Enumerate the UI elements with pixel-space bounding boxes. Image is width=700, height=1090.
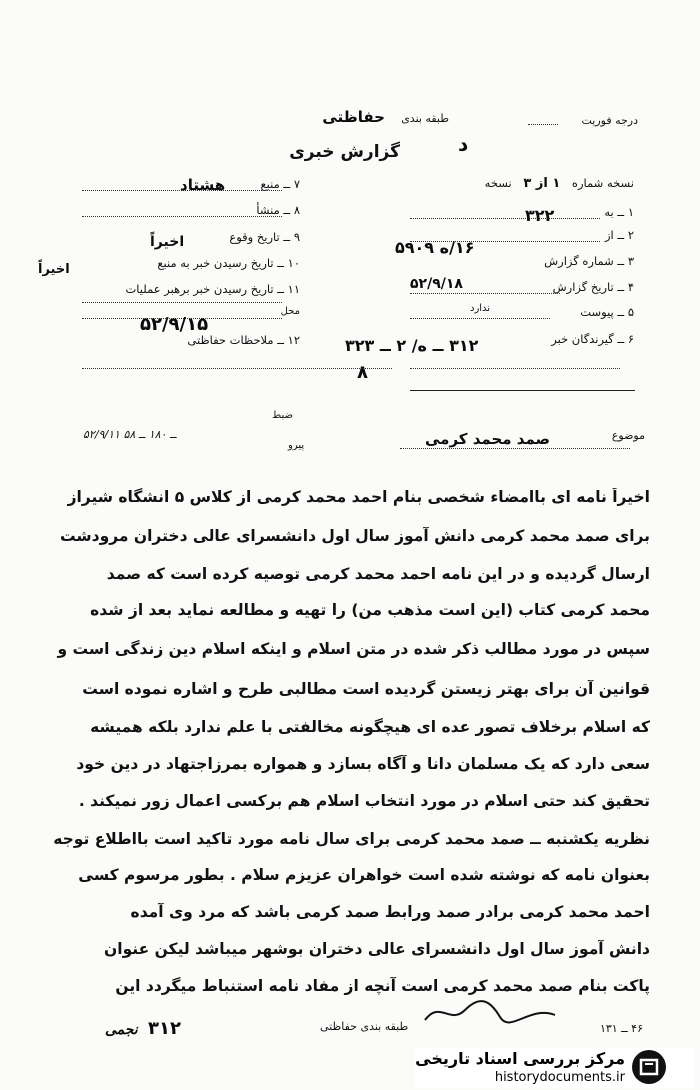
signature-scribble xyxy=(420,995,560,1030)
left-field-arrival-date: ۱۰ ــ تاریخ رسیدن خبر به منبع xyxy=(157,256,300,270)
recipients-value: ۳۱۲ ــ ه/ ۲ ــ ۳۲۳ xyxy=(345,336,479,355)
arrival-date-value: اخیراً xyxy=(38,262,70,277)
footer-page-code: ۴۶ ــ ۱۳۱ xyxy=(599,1022,643,1035)
report-number-value: ۱۶/ه ۵۹۰۹ xyxy=(395,238,475,257)
left-field-origin: ۸ ــ منشأ xyxy=(256,203,300,217)
body-line: اخیراً نامه ای باامضاء شخصی بنام احمد محمد کرمی از کلاس ۵ انشگاه شیراز xyxy=(67,488,650,506)
body-line: نظریه یکشنبه ــ صمد محمد کرمی برای سال نامه مورد تاکید است بااطلاع توجه xyxy=(53,830,650,848)
right-field-to: ۱ ــ به xyxy=(604,205,634,219)
body-line: سعی دارد که یک مسلمان دانا و آگاه بسازد و همواره بمرزاجتهاد در دین خود xyxy=(76,755,650,773)
body-line: برای صمد محمد کرمی دانش آموز سال اول دانشسرای عالی دختران مرودشت xyxy=(60,527,650,545)
subject-label: موضوع xyxy=(611,429,645,442)
right-field-copy: نسخه شماره ۱ از ۳ نسخه xyxy=(484,176,634,191)
body-line: که اسلام برخلاف تصور عده ای هیچگونه مخالفتی با علم ندارد بلکه همیشه xyxy=(90,718,650,736)
left-field-security-notes: ۱۲ ــ ملاحظات حفاظتی xyxy=(187,333,300,347)
watermark-url: historydocuments.ir xyxy=(494,1070,625,1085)
body-line: ارسال گردیده و در این نامه احمد محمد کرمی توصیه کرده است که صمد xyxy=(106,565,650,583)
priority-dots xyxy=(528,124,558,125)
report-date-value: ۵۲/۹/۱۸ xyxy=(410,276,463,292)
body-line: قوانین آن برای بهتر زیستن گردیده است مطالبی طرح و اشاره نموده است xyxy=(82,680,650,698)
left-field-occurrence-date: ۹ ــ تاریخ وقوع xyxy=(229,230,300,244)
right-field-attachment: ۵ ــ پیوست xyxy=(580,305,634,319)
body-line: سپس در مورد مطالب ذکر شده در متن اسلام و اینکه اسلام دین زندگی است و xyxy=(57,640,650,658)
security-notes-value: ۵۲/۹/۱۵ xyxy=(140,314,209,335)
occurrence-date-value: اخیراً xyxy=(150,234,185,250)
footer-classification: طبقه بندی حفاظتی xyxy=(320,1020,409,1033)
watermark-logo-icon xyxy=(632,1050,666,1084)
top-stamp: د xyxy=(458,132,469,156)
right-field-from: ۲ ــ از xyxy=(605,228,634,242)
routing-note: ۸ xyxy=(357,362,368,383)
right-field-recipients: ۶ ــ گیرندگان خبر xyxy=(551,332,634,346)
attachment-value: ندارد xyxy=(470,303,491,314)
source-value: هشتاد xyxy=(180,176,226,194)
right-field-report-number: ۳ ــ شماره گزارش xyxy=(544,254,634,268)
body-line: بعنوان نامه که نوشته شده است خواهران عزیزم سلام . بطور مرسوم کسی xyxy=(78,866,650,884)
classification-value: حفاظتی xyxy=(322,108,385,126)
priority-label: درجه فوریت xyxy=(581,114,638,127)
right-field-report-date: ۴ ــ تاریخ گزارش xyxy=(552,280,634,294)
left-field-source: ۷ ــ منبع xyxy=(260,177,300,191)
subject-value: صمد محمد کرمی xyxy=(425,430,550,448)
report-title: گزارش خبری xyxy=(289,142,400,162)
subject-side-small2: پیرو xyxy=(288,440,305,451)
subject-side-small: ضبط xyxy=(272,410,294,421)
watermark-org-name: مرکز بررسی اسناد تاریخی xyxy=(415,1049,625,1068)
classification-label: طبقه بندی xyxy=(401,112,449,125)
body-line: احمد محمد کرمی برادر صمد ورابط صمد کرمی باشد که مرد وی آمده xyxy=(130,903,650,921)
left-field-leader-date: ۱۱ ــ تاریخ رسیدن خبر برهبر عملیات xyxy=(125,282,300,296)
body-line: تحقیق کند حتی اسلام در مورد انتخاب اسلام هم برکسی اعمال زور نمیکند . xyxy=(78,792,650,810)
body-line: محمد کرمی کتاب (این است مذهب من) را تهیه و مطالعه نماید بعد از شده xyxy=(90,601,650,619)
subject-side-note: ۵۲/۹/۱۱ ــ ۱۸۰ ــ ۵۸ xyxy=(83,428,177,441)
right-field-from-value: ۳۲۲ xyxy=(525,206,555,225)
bottom-left-note: ۳۱۲ xyxy=(148,1018,181,1039)
body-line: دانش آموز سال اول دانشسرای عالی دختران بوشهر میباشد لیکن عنوان xyxy=(104,940,650,958)
left-field-location: محل xyxy=(280,306,300,317)
bottom-left-scribble: نجمی xyxy=(105,1022,138,1038)
body-line: پاکت بنام صمد محمد کرمی است آنچه از مفاد نامه استنباط میگردد این xyxy=(115,977,650,995)
